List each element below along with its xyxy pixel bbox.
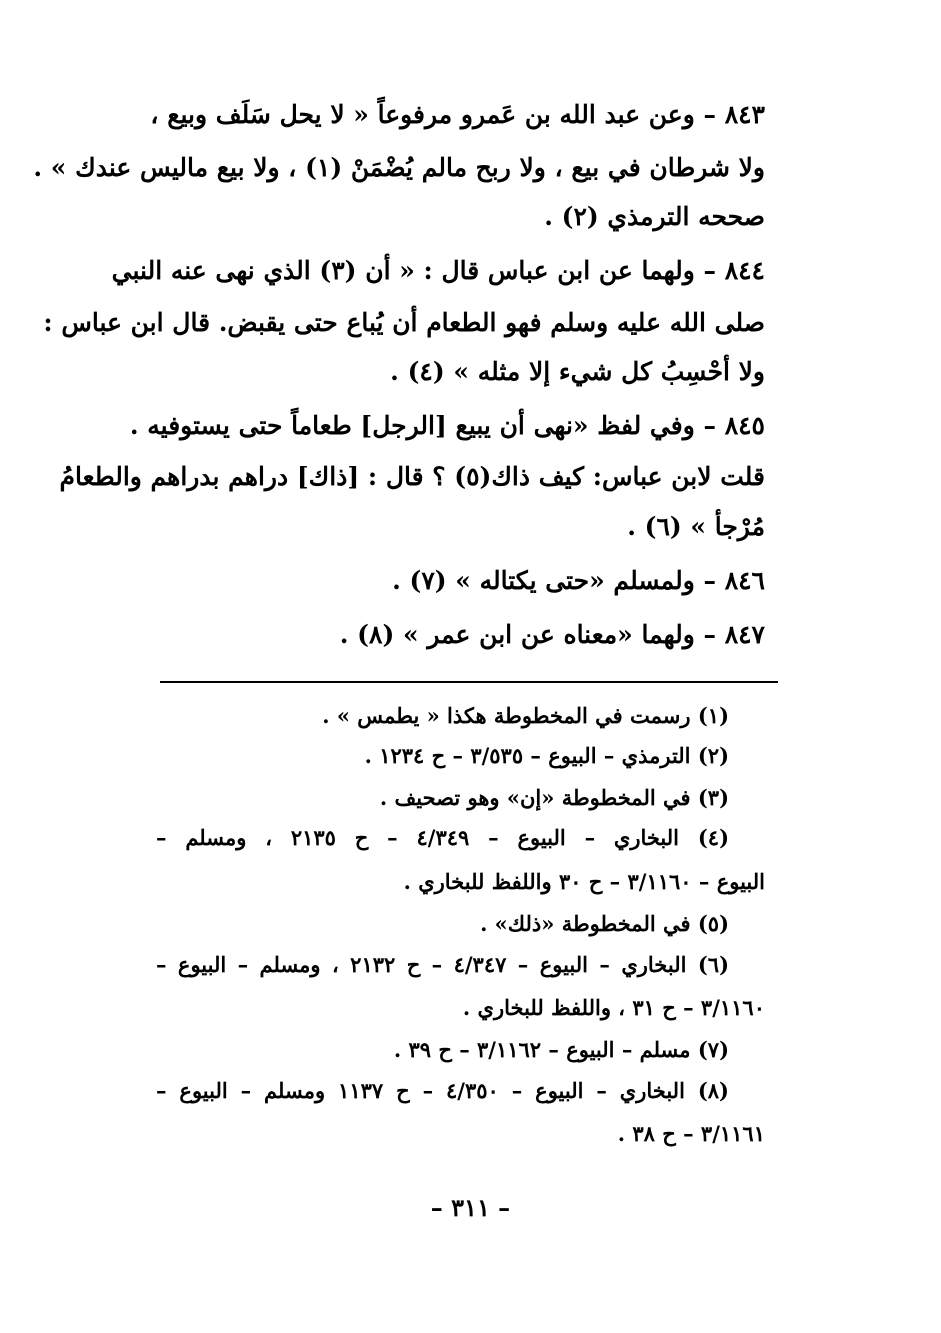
hadith-843-line-3: صححه الترمذي (٢) .	[544, 202, 765, 231]
footnote-3: (٣) في المخطوطة «إن» وهو تصحيف .	[379, 785, 729, 810]
hadith-844-line-2: صلى الله عليه وسلم فهو الطعام أن يُباع حتى يقبض. قال ابن عباس :	[43, 308, 765, 337]
footnote-4-line-2: البيوع – ٣/١١٦٠ – ح ٣٠ واللفظ للبخاري .	[403, 869, 765, 894]
hadith-845-line-3: مُرْجأ » (٦) .	[627, 512, 765, 541]
footnote-6-line-2: ٣/١١٦٠ – ح ٣١ ، واللفظ للبخاري .	[462, 995, 765, 1020]
hadith-846: ٨٤٦ – ولمسلم «حتى يكتاله » (٧) .	[392, 566, 765, 595]
footnote-1: (١) رسمت في المخطوطة هكذا « يطمس » .	[322, 703, 729, 728]
footnote-5: (٥) في المخطوطة «ذلك» .	[480, 911, 729, 936]
footnote-8-line-1: (٨) البخاري – البيوع – ٤/٣٥٠ – ح ١١٣٧ ومسلم – البيوع –	[156, 1078, 729, 1103]
hadith-847: ٨٤٧ – ولهما «معناه عن ابن عمر » (٨) .	[339, 620, 765, 649]
footnote-7: (٧) مسلم – البيوع – ٣/١١٦٢ – ح ٣٩ .	[393, 1037, 729, 1062]
hadith-843-line-2: ولا شرطان في بيع ، ولا ربح مالم يُضْمَنْ (١) ، ولا بيع ماليس عندك » .	[33, 153, 765, 182]
footnote-8-line-2: ٣/١١٦١ – ح ٣٨ .	[617, 1121, 765, 1146]
footnote-4-line-1: (٤) البخاري – البيوع – ٤/٣٤٩ – ح ٢١٣٥ ، ومسلم –	[156, 825, 729, 850]
footnote-6-line-1: (٦) البخاري – البيوع – ٤/٣٤٧ – ح ٢١٣٢ ، ومسلم – البيوع –	[156, 952, 729, 977]
hadith-843-line-1: ٨٤٣ – وعن عبد الله بن عَمرو مرفوعاً « لا يحل سَلَف وبيع ،	[150, 100, 765, 129]
footnote-2: (٢) الترمذي – البيوع – ٣/٥٣٥ – ح ١٢٣٤ .	[364, 743, 729, 768]
hadith-845-line-1: ٨٤٥ – وفي لفظ «نهى أن يبيع [الرجل] طعاماً حتى يستوفيه .	[129, 411, 765, 440]
hadith-844-line-1: ٨٤٤ – ولهما عن ابن عباس قال : « أن (٣) الذي نهى عنه النبي	[111, 256, 765, 285]
page-number: – ٣١١ –	[430, 1193, 511, 1222]
hadith-845-line-2: قلت لابن عباس: كيف ذاك(٥) ؟ قال : [ذاك] دراهم بدراهم والطعامُ	[59, 462, 765, 491]
footnote-divider	[160, 681, 778, 683]
hadith-844-line-3: ولا أحْسِبُ كل شيء إلا مثله » (٤) .	[390, 357, 765, 386]
